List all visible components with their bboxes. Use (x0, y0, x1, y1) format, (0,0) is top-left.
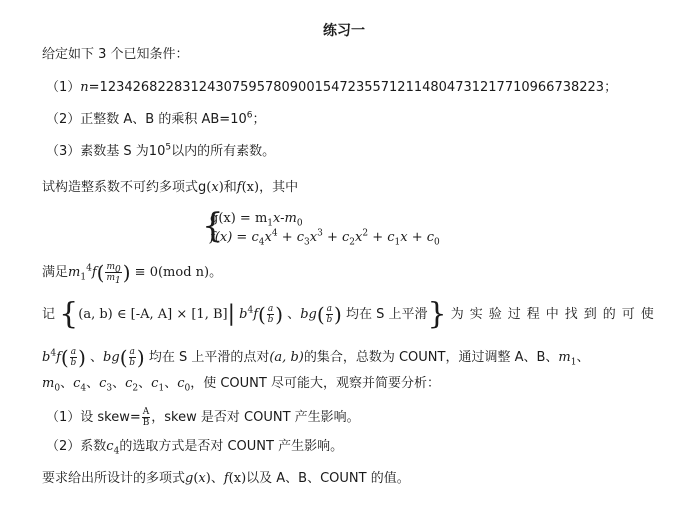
parameter-list: $m_0$、$c_4$、$c_3$、$c_2$、$c_1$、$c_0$，使 COUNT 尽可能大，观察并简要分析： (42, 376, 440, 394)
page-title: 练习一 (323, 23, 365, 39)
question-2: （2）系数$c_4$的选取方式是否对 COUNT 产生影响。 (46, 439, 344, 457)
condition-2: （2）正整数 A、B 的乘积 $AB=10^6$； (46, 110, 266, 127)
brace-icon: { (202, 206, 224, 246)
satisfy-condition: 满足$m_1^4f$( $\frac{m_0}{m_1}$ ) ≡ 0(mod n)。 (42, 260, 223, 286)
final-requirement: 要求给出所设计的多项式g(x)、f(x)以及 A、B、COUNT 的值。 (42, 471, 410, 486)
set-description: $b^4f$( $\frac{a}{b}$ ) 、bg( $\frac{a}{b}$ ) 均在 S 上平滑的点对(a, b)的集合，总数为 COUNT，通过调整 A、B、$m_1$、 (42, 345, 590, 370)
gx-equation: $g(x) = m_1x-m_0$ (210, 211, 303, 229)
record-definition: 记 {(a, b) ∈ [-A, A] × [1, B]| $b^4f$( $\frac{a}{b}$ ) 、bg( $\frac{a}{b}$ ) 均在 S 上平滑} 为实验过程中找到的可使 (42, 296, 660, 332)
intro-text: 给定如下 3 个已知条件： (42, 47, 189, 62)
question-1: （1）设 skew= $\frac{A}{B}$ ，skew 是否对 COUNT 产生影响。 (46, 407, 360, 428)
fx-equation: $f(x) = c_4x^4 + c_3x^3 + c_2x^2 + c_1x + c_0$ (210, 228, 440, 248)
condition-3: （3）素数基 S 为$10^5$以内的所有素数。 (46, 142, 276, 159)
condition-1: （1）n=1234268228312430759578090015472355712114804731217710966738223； (46, 80, 618, 95)
task-statement: 试构造整系数不可约多项式g(x)和f(x)，其中 (42, 180, 299, 195)
